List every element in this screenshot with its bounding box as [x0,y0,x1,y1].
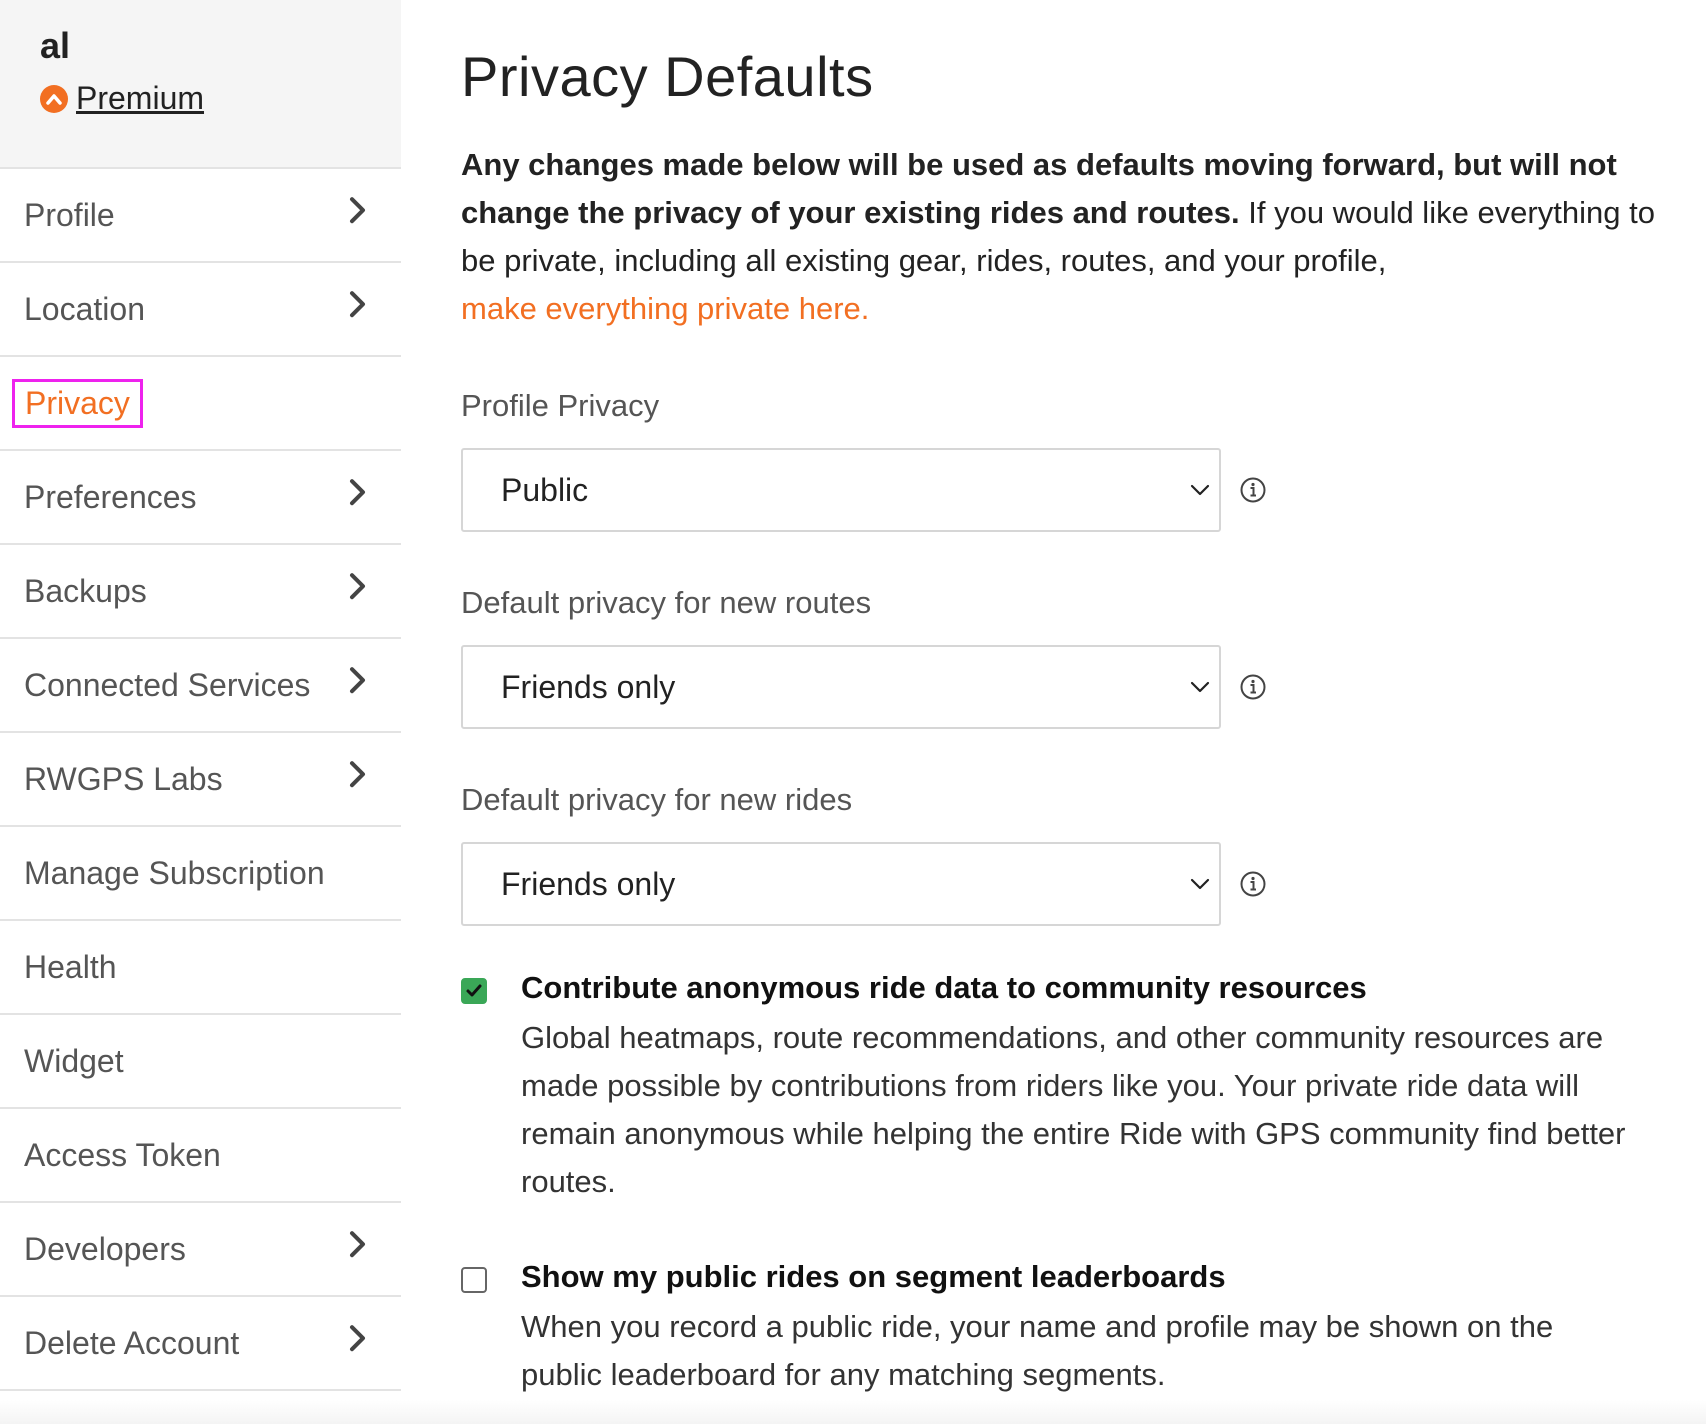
chevron-right-icon [346,288,370,320]
sidebar-item-label: Health [24,948,117,985]
caret-down-icon [1189,680,1211,694]
page-title: Privacy Defaults [461,45,874,108]
sidebar-item-location[interactable] [0,263,401,357]
profile-privacy-select[interactable] [461,448,1221,532]
info-icon[interactable] [1239,870,1267,898]
routes-privacy-label: Default privacy for new routes [461,585,872,620]
info-icon[interactable] [1239,476,1267,504]
settings-nav [0,169,401,1391]
routes-privacy-select[interactable] [461,645,1221,729]
segment-leaderboards-description: When you record a public ride, your name and profile may be shown on the public leaderboard for any matching segments. [521,1309,1554,1392]
sidebar-item-manage-subscription[interactable] [0,827,401,921]
sidebar-item-profile[interactable] [0,169,401,263]
sidebar-item-label: Access Token [24,1136,221,1173]
caret-down-icon [1189,483,1211,497]
contribute-data-description: Global heatmaps, route recommendations, and other community resources are made possible by contributions from riders like you. Your private ride data will remain anonymous while helping the entire Ride with GPS community find better routes. [521,1020,1626,1199]
sidebar-item-access-token[interactable] [0,1109,401,1203]
chevron-right-icon [346,758,370,790]
sidebar-item-label: Delete Account [24,1324,240,1361]
sidebar-item-delete-account[interactable] [0,1297,401,1391]
chevron-right-icon [346,1228,370,1260]
sidebar-item-label: Location [24,290,145,327]
chevron-right-icon [346,1322,370,1354]
contribute-data-checkbox[interactable] [461,978,487,1004]
sidebar-item-label: Widget [24,1042,124,1079]
sidebar-item-label: Manage Subscription [24,854,325,891]
sidebar-item-label: Developers [24,1230,186,1267]
settings-sidebar [0,0,401,1424]
sidebar-item-label: Preferences [24,478,197,515]
sidebar-item-label: Connected Services [24,666,311,703]
sidebar-item-backups[interactable] [0,545,401,639]
sidebar-item-preferences[interactable] [0,451,401,545]
rides-privacy-select[interactable] [461,842,1221,926]
chevron-right-icon [346,664,370,696]
sidebar-item-privacy[interactable] [0,357,401,451]
active-highlight-box [12,379,143,428]
sidebar-item-rwgps-labs[interactable] [0,733,401,827]
info-icon[interactable] [1239,673,1267,701]
user-name: al [40,25,71,66]
intro-bold-text: Any changes made below will be used as defaults moving forward, but will not change the privacy of your existing rides and routes. [461,147,1617,230]
sidebar-item-label: Privacy [25,384,130,421]
profile-privacy-label: Profile Privacy [461,388,660,423]
chevron-right-icon [346,194,370,226]
premium-badge [40,80,401,117]
premium-up-icon [40,85,68,113]
select-value: Friends only [501,668,676,705]
caret-down-icon [1189,877,1211,891]
intro-text: If you would like everything to be private, including all existing gear, rides, routes, and your profile, [461,195,1655,278]
intro-paragraph [461,141,1661,333]
sidebar-item-connected-services[interactable] [0,639,401,733]
select-value: Friends only [501,865,676,902]
rides-privacy-label: Default privacy for new rides [461,782,853,817]
user-box [0,0,401,169]
segment-leaderboards-checkbox[interactable] [461,1267,487,1293]
sidebar-item-label: Backups [24,572,147,609]
segment-leaderboards-title: Show my public rides on segment leaderboards [521,1259,1226,1294]
select-value: Public [501,471,589,508]
sidebar-item-label: Profile [24,196,115,233]
chevron-right-icon [346,476,370,508]
sidebar-item-widget[interactable] [0,1015,401,1109]
sidebar-item-label: RWGPS Labs [24,760,223,797]
premium-link[interactable]: Premium [76,80,205,116]
chevron-right-icon [346,570,370,602]
contribute-data-title: Contribute anonymous ride data to community resources [521,970,1367,1005]
make-everything-private-link[interactable]: make everything private here. [461,291,870,326]
checkmark-icon [465,982,483,1000]
sidebar-item-developers[interactable] [0,1203,401,1297]
bottom-fade [0,1400,1706,1424]
sidebar-item-health[interactable] [0,921,401,1015]
